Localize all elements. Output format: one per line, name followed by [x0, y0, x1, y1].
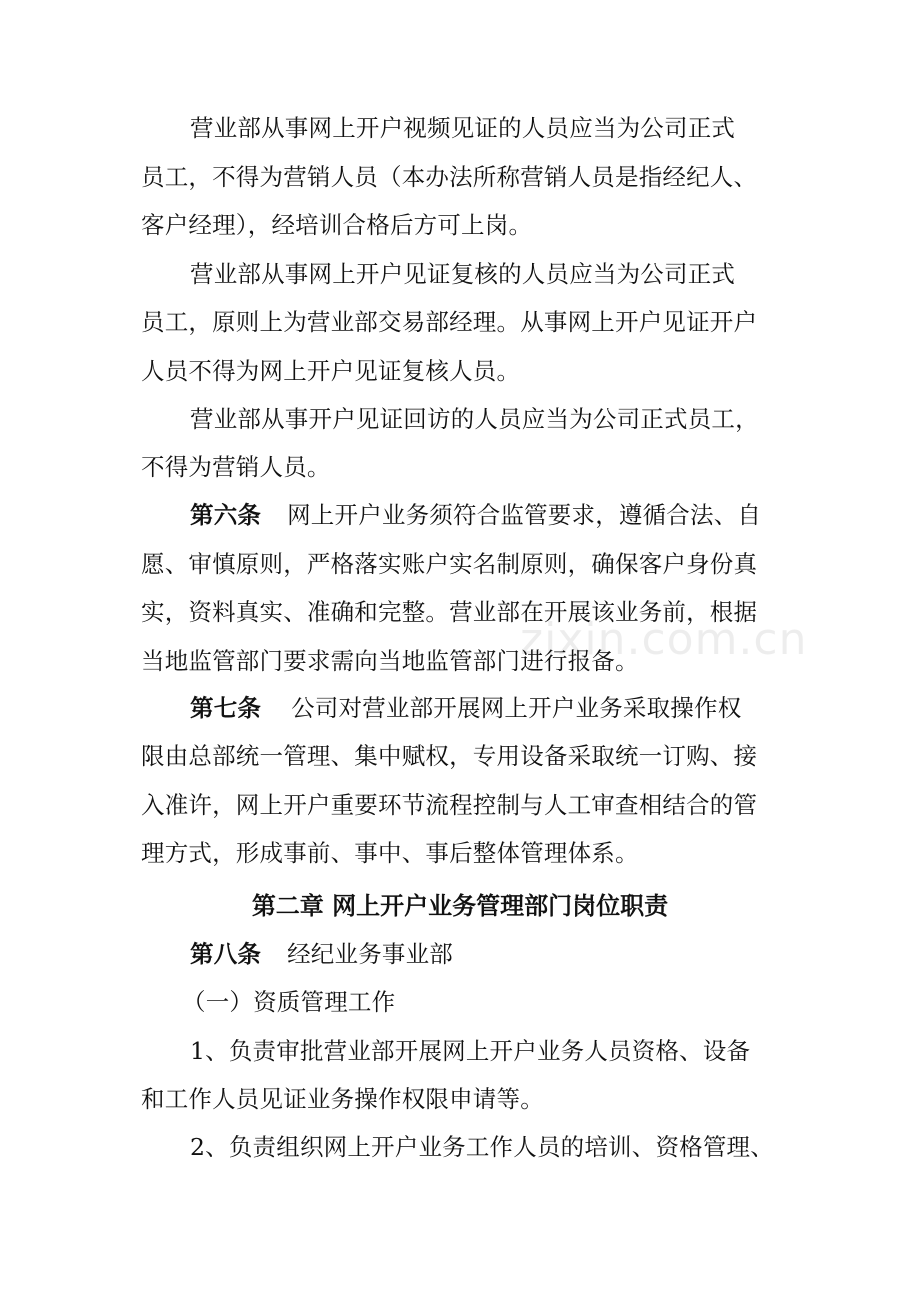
- article-8-label: 第八条: [190, 940, 262, 968]
- p2-line2: 员工，原则上为营业部交易部经理。从事网上开户见证开户: [141, 308, 758, 336]
- article-7-line2: 限由总部统一管理、集中赋权，专用设备采取统一订购、接: [141, 742, 758, 770]
- p3-line1: 营业部从事开户见证回访的人员应当为公司正式员工，: [190, 405, 759, 433]
- watermark: zixin.com.cn: [520, 614, 808, 665]
- section-1-heading: （一）资质管理工作: [182, 988, 396, 1016]
- p2-line3: 人员不得为网上开户见证复核人员。: [141, 357, 521, 385]
- p2-line1: 营业部从事网上开户见证复核的人员应当为公司正式: [190, 260, 736, 288]
- p1-line1: 营业部从事网上开户视频见证的人员应当为公司正式: [190, 114, 736, 142]
- p1-line2: 员工，不得为营销人员（本办法所称营销人员是指经纪人、: [141, 163, 758, 191]
- article-6-line1: [190, 500, 761, 530]
- article-6-label: 第六条: [190, 501, 262, 529]
- article-8-text: 经纪业务事业部: [287, 940, 454, 968]
- p3-line2: 不得为营销人员。: [141, 453, 331, 481]
- item-1-line1: 1、负责审批营业部开展网上开户业务人员资格、设备: [190, 1037, 751, 1065]
- article-8-line: [190, 939, 453, 969]
- article-7-label: 第七条: [190, 694, 262, 722]
- item-2-line1: 2、负责组织网上开户业务工作人员的培训、资格管理、: [190, 1133, 774, 1161]
- article-7-line3: 入准许，网上开户重要环节流程控制与人工审查相结合的管: [141, 791, 758, 819]
- article-6-text: 网上开户业务须符合监管要求，遵循合法、自: [287, 501, 762, 529]
- article-6-line3: 实，资料真实、准确和完整。营业部在开展该业务前，根据: [141, 598, 758, 626]
- article-7-line4: 理方式，形成事前、事中、事后整体管理体系。: [141, 839, 639, 867]
- item-1-line2: 和工作人员见证业务操作权限申请等。: [141, 1085, 544, 1113]
- p1-line3: 客户经理），经培训合格后方可上岗。: [141, 211, 533, 239]
- article-7-text: 公司对营业部开展网上开户业务采取操作权: [291, 694, 742, 722]
- article-7-line1: [190, 693, 741, 723]
- article-6-line4: 当地监管部门要求需向当地监管部门进行报备。: [141, 647, 639, 675]
- chapter-2-heading: 第二章 网上开户业务管理部门岗位职责: [251, 892, 669, 920]
- article-6-line2: 愿、审慎原则，严格落实账户实名制原则，确保客户身份真: [141, 550, 758, 578]
